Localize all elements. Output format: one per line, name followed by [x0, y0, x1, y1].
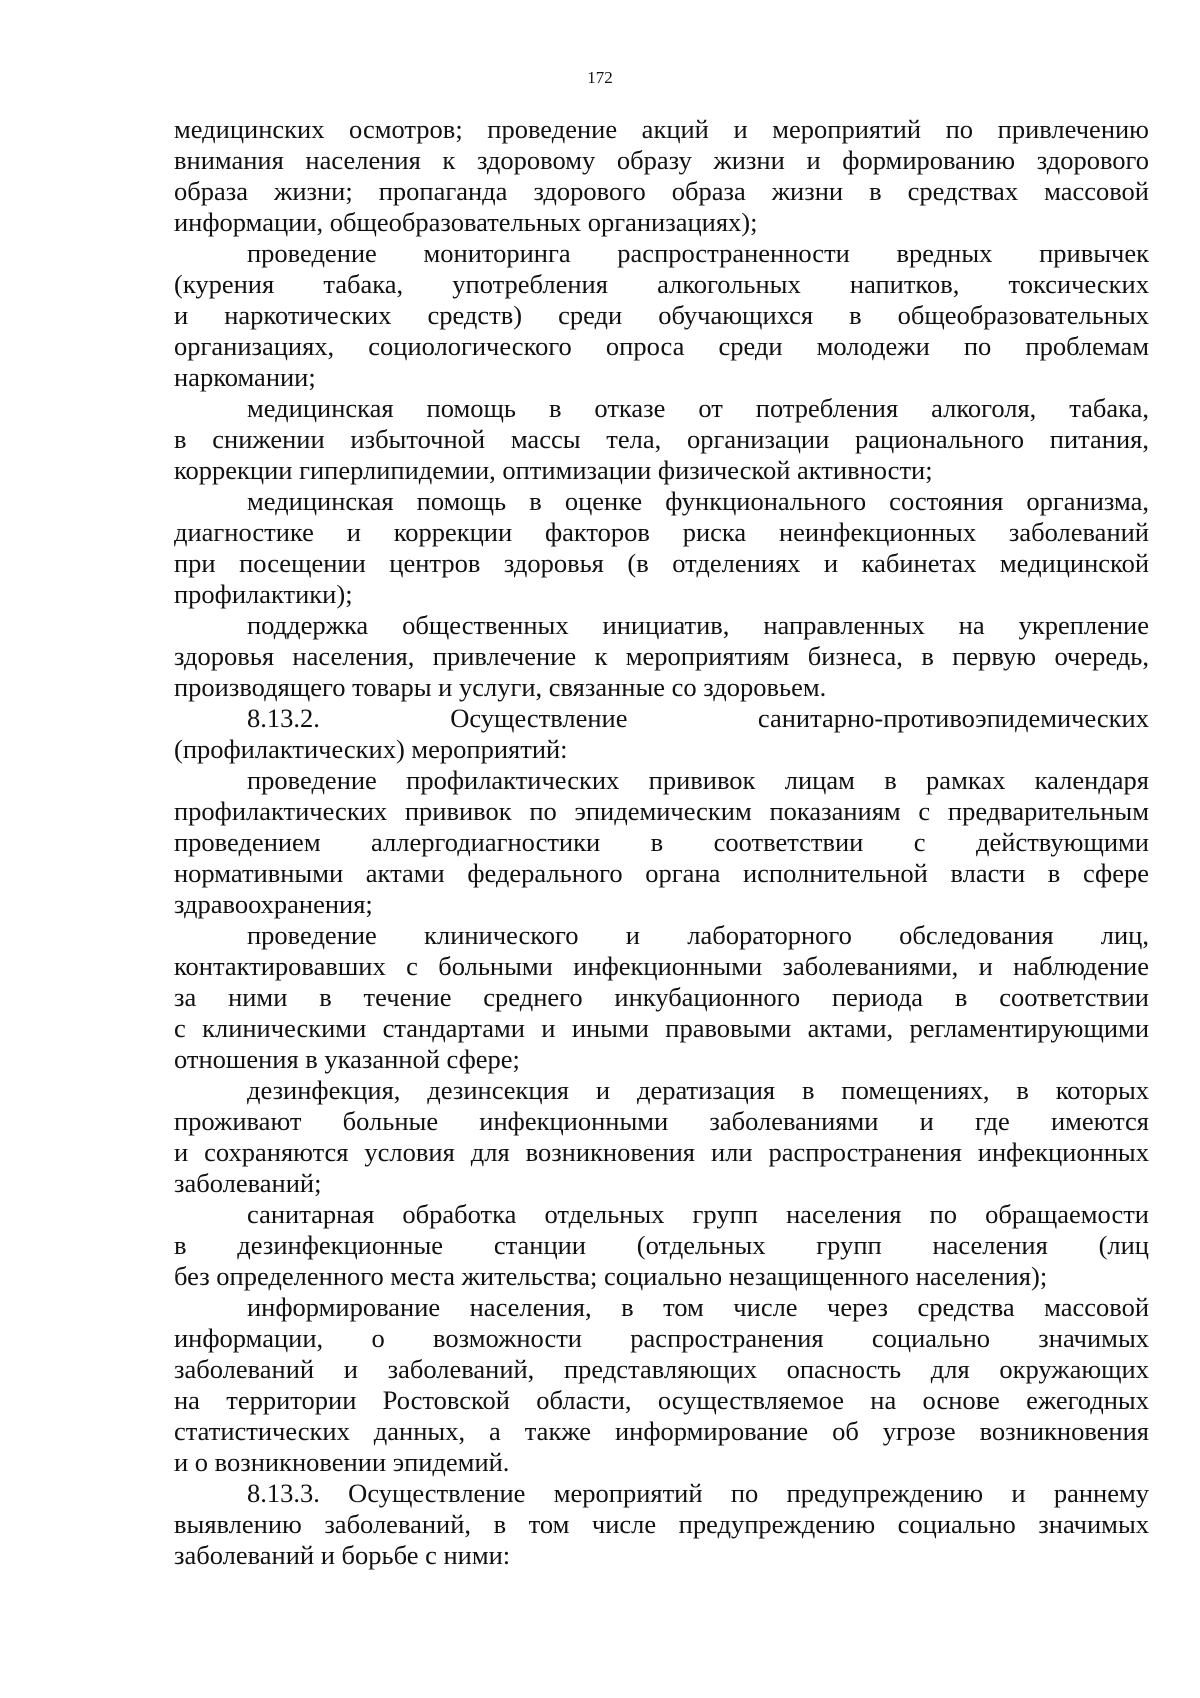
- text-line: организациях, социологического опроса среди молодежи по проблемам: [174, 331, 1149, 361]
- text-line: (курения табака, употребления алкогольных напитков, токсических: [174, 269, 1149, 299]
- text-line: в дезинфекционные станции (отдельных групп населения (лиц: [174, 1230, 1149, 1260]
- text-line: на территории Ростовской области, осуществляемое на основе ежегодных: [174, 1385, 1149, 1415]
- text-line: здравоохранения;: [174, 889, 373, 919]
- text-line: диагностике и коррекции факторов риска неинфекционных заболеваний: [174, 517, 1149, 547]
- text-line: внимания населения к здоровому образу жизни и формированию здорового: [174, 145, 1149, 175]
- paragraph: [174, 486, 1149, 610]
- text-line: и о возникновении эпидемий.: [174, 1447, 510, 1477]
- text-line: медицинская помощь в отказе от потребления алкоголя, табака,: [247, 393, 1149, 423]
- text-line: санитарная обработка отдельных групп населения по обращаемости: [247, 1199, 1149, 1229]
- text-line: медицинских осмотров; проведение акций и мероприятий по привлечению: [174, 114, 1149, 144]
- text-line: проведением аллергодиагностики в соответствии с действующими: [174, 827, 1149, 857]
- paragraph: [174, 610, 1149, 703]
- text-line: информирование населения, в том числе через средства массовой: [247, 1292, 1149, 1322]
- text-line: при посещении центров здоровья (в отделениях и кабинетах медицинской: [174, 548, 1149, 578]
- text-line: выявлению заболеваний, в том числе предупреждению социально значимых: [174, 1509, 1149, 1539]
- text-line: профилактики);: [174, 579, 353, 609]
- text-line: проживают больные инфекционными заболеваниями и где имеются: [174, 1106, 1149, 1136]
- text-line: без определенного места жительства; социально незащищенного населения);: [174, 1261, 1048, 1291]
- text-line: производящего товары и услуги, связанные со здоровьем.: [174, 672, 827, 702]
- text-line: информации, общеобразовательных организациях);: [174, 207, 758, 237]
- text-line: и наркотических средств) среди обучающихся в общеобразовательных: [174, 300, 1149, 330]
- text-line: поддержка общественных инициатив, направленных на укрепление: [247, 610, 1149, 640]
- text-line: 8.13.2. Осуществление санитарно-противоэпидемических: [247, 703, 1149, 733]
- paragraph: [174, 114, 1149, 238]
- text-line: 8.13.3. Осуществление мероприятий по предупреждению и раннему: [247, 1478, 1149, 1508]
- text-line: медицинская помощь в оценке функционального состояния организма,: [247, 486, 1149, 516]
- text-line: нормативными актами федерального органа исполнительной власти в сфере: [174, 858, 1149, 888]
- paragraph: [174, 1199, 1149, 1292]
- text-line: проведение профилактических прививок лицам в рамках календаря: [247, 765, 1149, 795]
- text-line: проведение мониторинга распространенности вредных привычек: [247, 238, 1149, 268]
- text-line: профилактических прививок по эпидемическим показаниям с предварительным: [174, 796, 1149, 826]
- paragraph: [174, 238, 1149, 393]
- document-body: [174, 114, 1149, 1571]
- paragraph: [174, 765, 1149, 920]
- text-line: наркомании;: [174, 362, 316, 392]
- text-line: статистических данных, а также информирование об угрозе возникновения: [174, 1416, 1149, 1446]
- paragraph: [174, 1075, 1149, 1199]
- text-line: дезинфекция, дезинсекция и дератизация в помещениях, в которых: [247, 1075, 1149, 1105]
- text-line: и сохраняются условия для возникновения или распространения инфекционных: [174, 1137, 1149, 1167]
- text-line: заболеваний и борьбе с ними:: [174, 1540, 511, 1570]
- text-line: заболеваний;: [174, 1168, 322, 1198]
- text-line: отношения в указанной сфере;: [174, 1044, 520, 1074]
- text-line: образа жизни; пропаганда здорового образа жизни в средствах массовой: [174, 176, 1149, 206]
- text-line: с клиническими стандартами и иными правовыми актами, регламентирующими: [174, 1013, 1149, 1043]
- text-line: заболеваний и заболеваний, представляющих опасность для окружающих: [174, 1354, 1149, 1384]
- page-number: 172: [587, 68, 613, 87]
- text-line: информации, о возможности распространения социально значимых: [174, 1323, 1149, 1353]
- text-line: в снижении избыточной массы тела, организации рационального питания,: [174, 424, 1149, 454]
- paragraph: [174, 920, 1149, 1075]
- paragraph: [174, 1292, 1149, 1478]
- text-line: здоровья населения, привлечение к мероприятиям бизнеса, в первую очередь,: [174, 641, 1149, 671]
- text-line: проведение клинического и лабораторного обследования лиц,: [247, 920, 1149, 950]
- text-line: за ними в течение среднего инкубационного периода в соответствии: [174, 982, 1149, 1012]
- paragraph: [174, 1478, 1149, 1571]
- paragraph: [174, 703, 1149, 765]
- text-line: контактировавших с больными инфекционными заболеваниями, и наблюдение: [174, 951, 1149, 981]
- paragraph: [174, 393, 1149, 486]
- text-line: коррекции гиперлипидемии, оптимизации физической активности;: [174, 455, 933, 485]
- text-line: (профилактических) мероприятий:: [174, 734, 568, 764]
